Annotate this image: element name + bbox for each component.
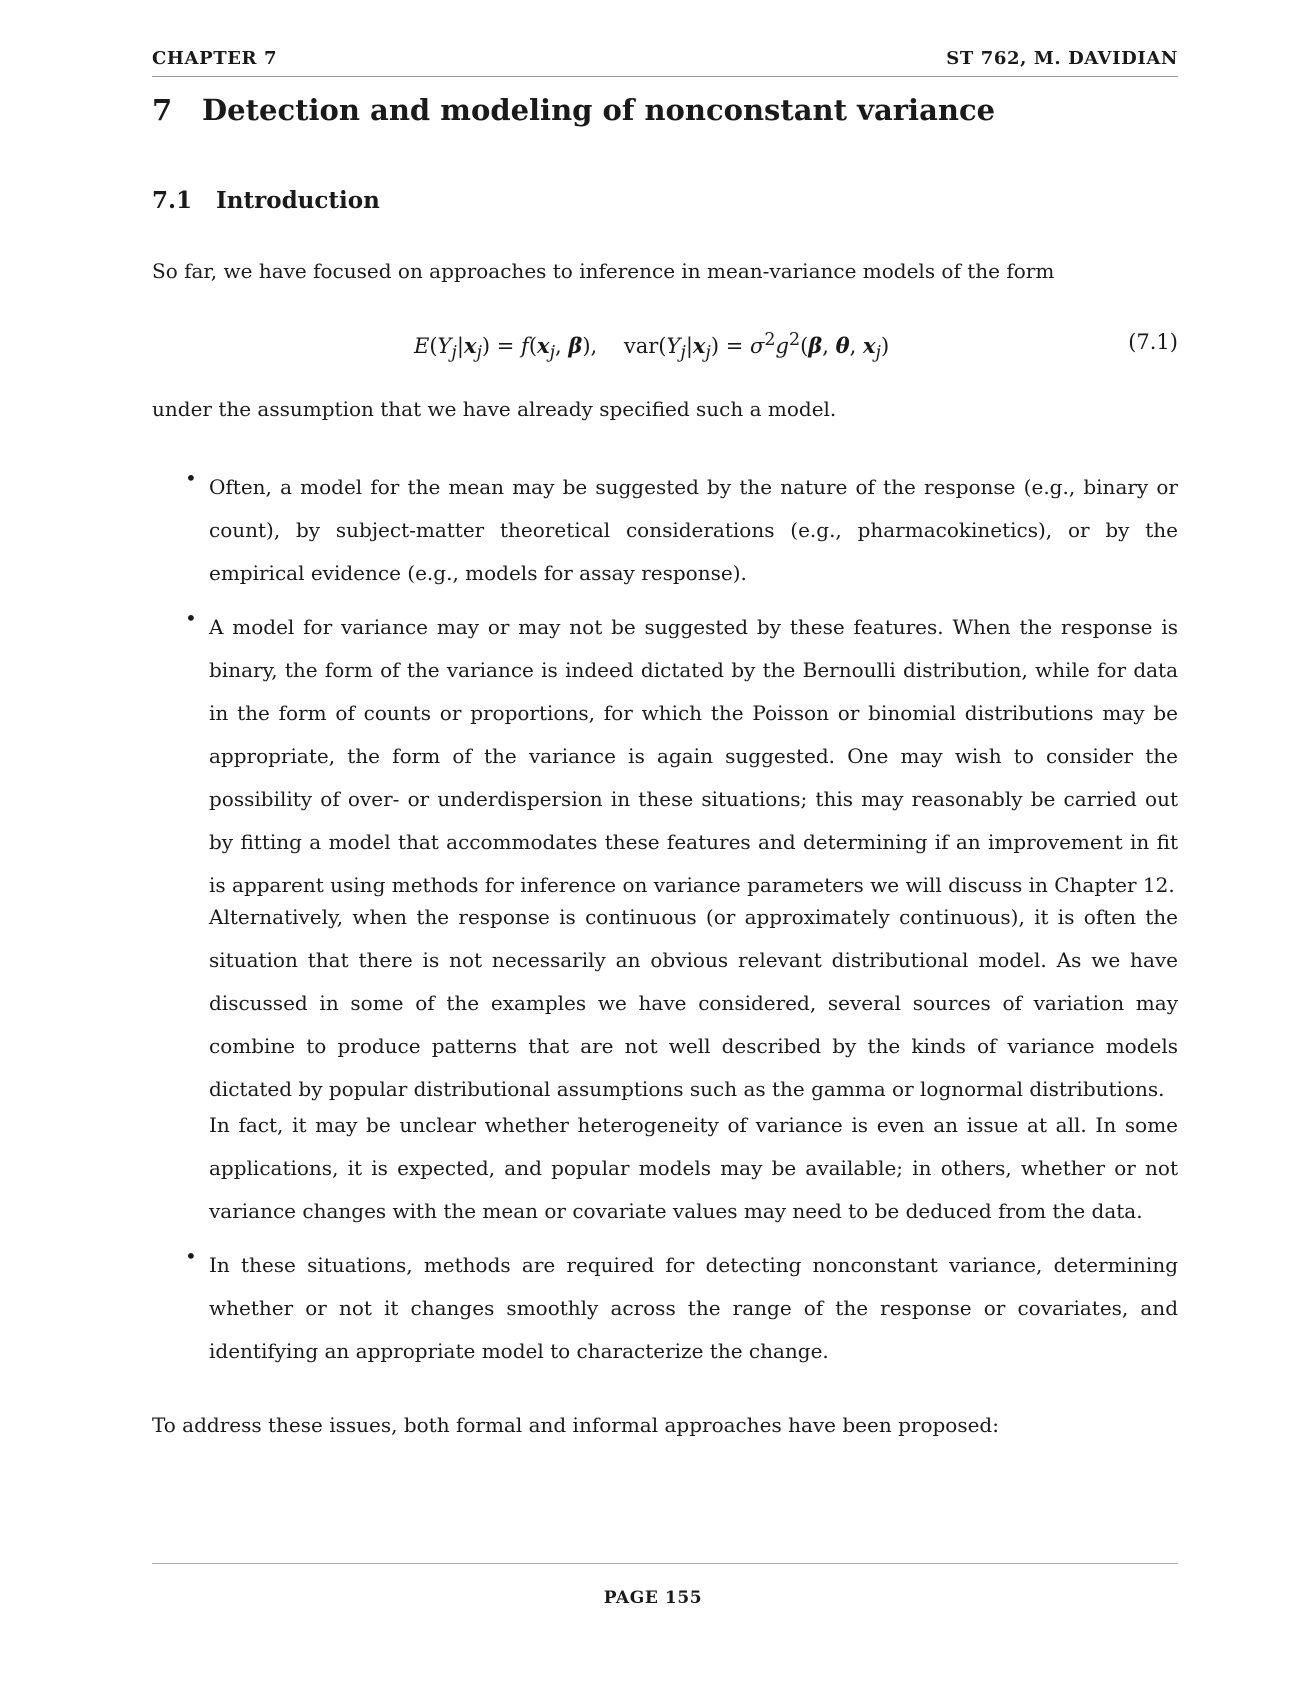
- page-number: PAGE 155: [603, 1588, 703, 1608]
- bullet-marker: •: [185, 466, 197, 490]
- section-title: [152, 186, 380, 216]
- bullet-marker: •: [185, 606, 197, 630]
- after-equation-paragraph: under the assumption that we have already specified such a model.: [152, 397, 837, 421]
- intro-paragraph: So far, we have focused on approaches to inference in mean-variance models of the form: [152, 259, 1055, 283]
- bullet-marker: •: [185, 1244, 197, 1268]
- header-course-author: ST 762, M. DAVIDIAN: [946, 48, 1178, 69]
- header-chapter: CHAPTER 7: [152, 48, 278, 69]
- equation-formula: $E(Y_j|x_j) = f(x_j$, β), $var(Y_j|x_j) = \sigma^2g^2(\beta$, θ, $x_j$): [414, 330, 890, 364]
- section-title-text: Introduction: [216, 187, 380, 214]
- bullet-2-paragraph-3: In fact, it may be unclear whether heterogeneity of variance is even an issue at all. In some applications, it is expected, and popular models may be available; in others, whether or not variance changes with the mean or covariate values may need to be deduced from the data.: [209, 1113, 1178, 1223]
- closing-paragraph: To address these issues, both formal and informal approaches have been proposed:: [152, 1413, 999, 1437]
- chapter-number: 7: [152, 93, 173, 127]
- bullet-1-paragraph: Often, a model for the mean may be suggested by the nature of the response (e.g., binary or count), by subject-matter theoretical considerations (e.g., pharmacokinetics), or by the empirical evidence (e.g., models for assay response).: [209, 475, 1178, 585]
- bullet-3-paragraph: In these situations, methods are required for detecting nonconstant variance, determining whether or not it changes smoothly across the range of the response or covariates, and identifying an appropriate model to characterize the change.: [209, 1253, 1178, 1363]
- chapter-title-text: Detection and modeling of nonconstant variance: [202, 93, 996, 127]
- running-header: [152, 44, 1178, 77]
- equation-7-1: [152, 330, 1178, 366]
- equation-number: (7.1): [1128, 330, 1178, 354]
- bullet-2-paragraph-2: Alternatively, when the response is continuous (or approximately continuous), it is often the situation that there is not necessarily an obvious relevant distributional model. As we have discussed in some of the examples we have considered, several sources of variation may combine to produce patterns that are not well described by the kinds of variance models dictated by popular distributional assumptions such as the gamma or lognormal distributions.: [209, 905, 1178, 1101]
- footer-divider: [152, 1563, 1178, 1564]
- chapter-title: [152, 92, 995, 128]
- bullet-2-paragraph-1: A model for variance may or may not be suggested by these features. When the response is binary, the form of the variance is indeed dictated by the Bernoulli distribution, while for data in the form of counts or proportions, for which the Poisson or binomial distributions may be appropriate, the form of the variance is again suggested. One may wish to consider the possibility of over- or underdispersion in these situations; this may reasonably be carried out by fitting a model that accommodates these features and determining if an improvement in fit is apparent using methods for inference on variance parameters we will discuss in Chapter 12.: [209, 615, 1178, 897]
- section-number: 7.1: [152, 187, 193, 214]
